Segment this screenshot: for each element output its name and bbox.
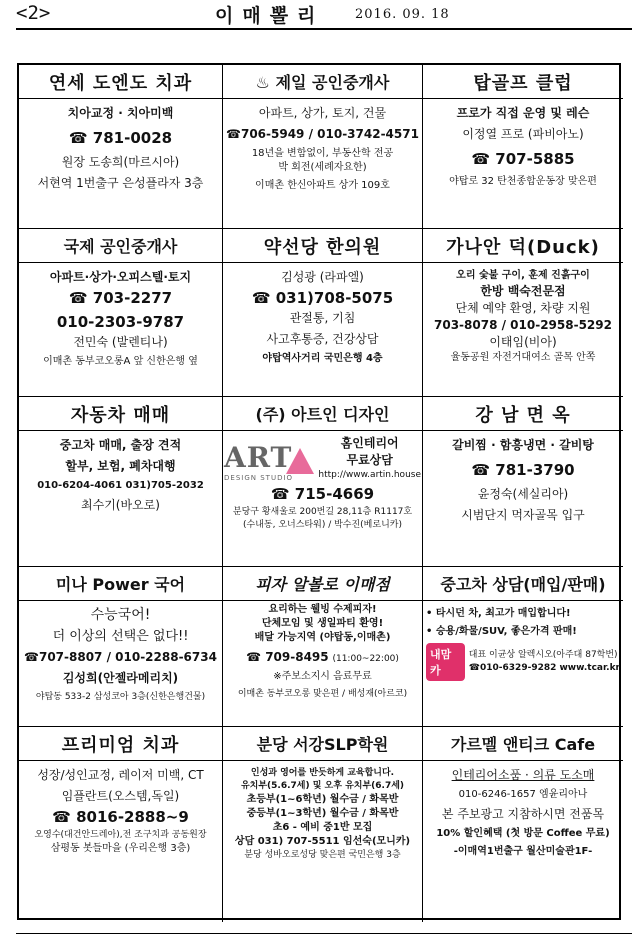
ad-line: 사고후통증, 건강상담 bbox=[266, 332, 379, 346]
ad-line: 치아교정 · 치아미백 bbox=[67, 106, 174, 120]
page-number: <2> bbox=[16, 2, 51, 24]
ad-mina-power-korean bbox=[19, 567, 223, 727]
ad-title: 가나안 덕(Duck) bbox=[423, 229, 623, 263]
ad-address: 분당 성바오로성당 맞은편 국민은행 3층 bbox=[244, 850, 401, 860]
logo-subtitle: DESIGN STUDIO bbox=[224, 474, 294, 482]
ad-title: 중고차 상담(매입/판매) bbox=[423, 567, 623, 601]
ad-line: ※주보소지시 음료무료 bbox=[273, 671, 372, 682]
ad-line: 최수기(바오로) bbox=[81, 498, 160, 512]
footer-rule bbox=[16, 933, 632, 934]
ad-address: 분당구 황새울로 200번길 28,11층 R1117호 bbox=[232, 507, 413, 517]
ad-line: 오영수(대건안드레아),전 조구치과 공동원장 bbox=[34, 830, 207, 840]
ad-phone: ☎ 703-2277 bbox=[68, 289, 173, 307]
ad-line: 갈비찜 · 함흥냉면 · 갈비탕 bbox=[452, 438, 594, 452]
header-rule bbox=[16, 28, 632, 30]
ad-top-golf bbox=[423, 65, 623, 229]
ad-website: http://www.artin.house bbox=[318, 470, 421, 480]
ad-title: 국제 공인중개사 bbox=[19, 229, 222, 263]
ad-line: 무료상담 bbox=[346, 453, 393, 467]
ad-used-car-consult bbox=[423, 567, 623, 727]
ad-title: 강 남 면 옥 bbox=[423, 397, 623, 431]
ad-title: 자동차 매매 bbox=[19, 397, 222, 431]
ad-line: 인테리어소품 · 의류 도소매 bbox=[451, 768, 595, 782]
ad-phone: 010-6204-4061 031)705-2032 bbox=[37, 480, 204, 491]
ad-line: 한방 백숙전문점 bbox=[480, 284, 566, 298]
ad-title: 가르멜 앤티크 Cafe bbox=[423, 727, 623, 761]
ad-line: 아파트, 상가, 토지, 건물 bbox=[258, 106, 387, 120]
ad-canaan-duck bbox=[423, 229, 623, 397]
ad-address: 삼평동 봇들마을 (우리은행 3층) bbox=[50, 843, 191, 854]
ad-yonsei-dental bbox=[19, 65, 223, 229]
ad-phone: ☎ 715-4669 bbox=[270, 485, 375, 503]
ad-address: 야탑역사거리 국민은행 4층 bbox=[262, 353, 383, 364]
ad-line: 더 이상의 선택은 없다!! bbox=[52, 629, 189, 644]
ad-phone: 703-8078 / 010-2958-5292 bbox=[434, 318, 612, 332]
ad-line: 김성희(안젤라메리치) bbox=[62, 671, 179, 685]
ad-line: 할부, 보험, 폐차대행 bbox=[65, 459, 176, 473]
ad-phone: ☎ 709-8495 bbox=[246, 650, 329, 664]
ad-title: ♨ 제일 공인중개사 bbox=[223, 65, 422, 99]
ad-phone: ☎ 707-5885 bbox=[471, 150, 575, 168]
ad-phone: ☎ 781-3790 bbox=[471, 461, 575, 479]
ad-phone: ☎ 031)708-5075 bbox=[251, 289, 394, 307]
ad-car-trading bbox=[19, 397, 223, 567]
ad-phone: ☎ 781-0028 bbox=[68, 129, 173, 147]
ad-grid bbox=[17, 63, 621, 920]
ad-line: 전민숙 (발렌티나) bbox=[73, 335, 168, 349]
ad-artin-design bbox=[223, 397, 423, 567]
ad-title: 피자 알볼로 이매점 bbox=[223, 567, 422, 601]
bulletin-title: 이매뽈리 bbox=[215, 5, 325, 27]
logo-triangle-icon bbox=[286, 448, 314, 474]
ad-line: 유치부(5.6.7세) 및 오후 유치부(6.7세) bbox=[240, 781, 405, 791]
ad-line: 오리 숯불 구이, 훈제 진흙구이 bbox=[456, 270, 590, 281]
ad-pizza-alvolo bbox=[223, 567, 423, 727]
ad-line: 초6 - 예비 중1반 모집 bbox=[272, 822, 373, 833]
ad-line: 단체모임 및 생일파티 환영! bbox=[261, 618, 384, 629]
ad-phone: 상담 031) 707-5511 임선숙(모니카) bbox=[234, 836, 411, 847]
ad-line: 홈인테리어 bbox=[340, 436, 399, 450]
ad-line: 배달 가능지역 (야탑동,이매촌) bbox=[254, 632, 391, 643]
ad-line: 아파트·상가·오피스텔·토지 bbox=[49, 270, 192, 284]
ad-address: -이매역1번출구 월산미술관1F- bbox=[453, 846, 593, 857]
ad-line: 이태임(비아) bbox=[489, 335, 557, 349]
ad-line: 중등부(1~3학년) 월수금 / 화목반 bbox=[246, 808, 399, 819]
ad-line: 프로가 직접 운영 및 레슨 bbox=[456, 106, 590, 120]
ad-gukje-realty bbox=[19, 229, 223, 397]
ad-address: 이매촌 한신아파트 상가 109호 bbox=[255, 180, 390, 191]
ad-line: 수능국어! bbox=[90, 607, 151, 623]
ad-premium-dental bbox=[19, 727, 223, 922]
ad-address: 이매촌 동부코오롱 맞은편 / 배성재(아르코) bbox=[237, 689, 408, 699]
ad-line: 관절통, 기침 bbox=[289, 311, 356, 325]
ad-gangnam-myeonok bbox=[423, 397, 623, 567]
ad-title: 프리미엄 치과 bbox=[19, 727, 222, 761]
ad-line: 18년을 변함없이, 부동산학 전공 bbox=[251, 148, 394, 159]
ad-line: 단체 예약 환영, 차량 지원 bbox=[455, 301, 591, 315]
ad-yakseondang-clinic bbox=[223, 229, 423, 397]
ad-carmel-antique-cafe bbox=[423, 727, 623, 922]
artin-logo: ART bbox=[224, 441, 293, 474]
ad-phone: ☎010-6329-9282 www.tcar.kr bbox=[468, 663, 620, 673]
ad-title: 미나 Power 국어 bbox=[19, 567, 222, 601]
ad-address: 시범단지 먹자골목 입구 bbox=[461, 508, 585, 522]
ad-line: 임플란트(오스템,독일) bbox=[61, 789, 180, 803]
ad-title: 분당 서강SLP학원 bbox=[223, 727, 422, 761]
ad-mobile: 010-2303-9787 bbox=[56, 313, 185, 331]
ad-jeil-realty bbox=[223, 65, 423, 229]
ad-line: 인성과 영어를 반듯하게 교육합니다. bbox=[250, 768, 395, 778]
ad-line: • 승용/화물/SUV, 좋은가격 판매! bbox=[426, 626, 577, 637]
ad-line: 초등부(1~6학년) 월수금 / 화목반 bbox=[246, 794, 399, 805]
ad-address: 야탑로 32 탄천종합운동장 맞은편 bbox=[449, 176, 597, 187]
ad-title: 탑골프 클럽 bbox=[423, 65, 623, 99]
ad-line: 박 회전(세례자요한) bbox=[278, 162, 367, 173]
naemamca-badge: 내맘카 bbox=[426, 643, 465, 681]
ad-phone: 010-6246-1657 엠윤리아나 bbox=[458, 789, 588, 800]
ad-address: 이매촌 동부코오롱A 앞 신한은행 옆 bbox=[43, 356, 198, 367]
ad-line: 중고차 매매, 출장 견적 bbox=[59, 438, 182, 452]
ad-line: 윤정숙(세실리아) bbox=[477, 487, 569, 501]
ad-address: 야탑동 533-2 삼성코아 3층(신한은행건물) bbox=[35, 692, 206, 702]
ad-title: (주) 아트인 디자인 bbox=[223, 397, 422, 431]
page-header bbox=[0, 0, 638, 30]
ad-phone: ☎707-8807 / 010-2288-6734 bbox=[24, 650, 217, 664]
ad-phone: ☎706-5949 / 010-3742-4571 bbox=[226, 127, 419, 141]
ad-line: 김성광 (라파엘) bbox=[281, 270, 364, 284]
ad-hours: (11:00~22:00) bbox=[332, 654, 399, 664]
ad-phone: ☎ 8016-2888~9 bbox=[52, 808, 189, 826]
ad-address: 율동공원 자전거대여소 골목 안쪽 bbox=[450, 352, 596, 363]
ad-seogang-slp bbox=[223, 727, 423, 922]
ad-line: • 타시던 차, 최고가 매입합니다! bbox=[426, 608, 571, 619]
ad-line: 10% 할인혜택 (첫 방문 Coffee 무료) bbox=[436, 828, 610, 839]
ad-line: 성장/성인교정, 레이저 미백, CT bbox=[37, 768, 204, 782]
ad-line: 대표 이균상 알렉시오(아주대 87학번) bbox=[468, 650, 618, 660]
ad-line: 본 주보광고 지참하시면 전품목 bbox=[441, 807, 605, 821]
ad-address: 서현역 1번출구 은성플라자 3층 bbox=[37, 176, 204, 190]
ad-line: 요리하는 웰빙 수제피자! bbox=[268, 604, 377, 615]
ad-line: 원장 도송희(마르시아) bbox=[61, 155, 180, 169]
ad-title: 연세 도엔도 치과 bbox=[19, 65, 222, 99]
ad-line: 이정열 프로 (파비아노) bbox=[462, 127, 584, 141]
issue-date: 2016. 09. 18 bbox=[355, 7, 450, 22]
ad-line: (수내동, 오너스타워) / 박수진(베로니카) bbox=[243, 520, 402, 530]
ad-title: 약선당 한의원 bbox=[223, 229, 422, 263]
